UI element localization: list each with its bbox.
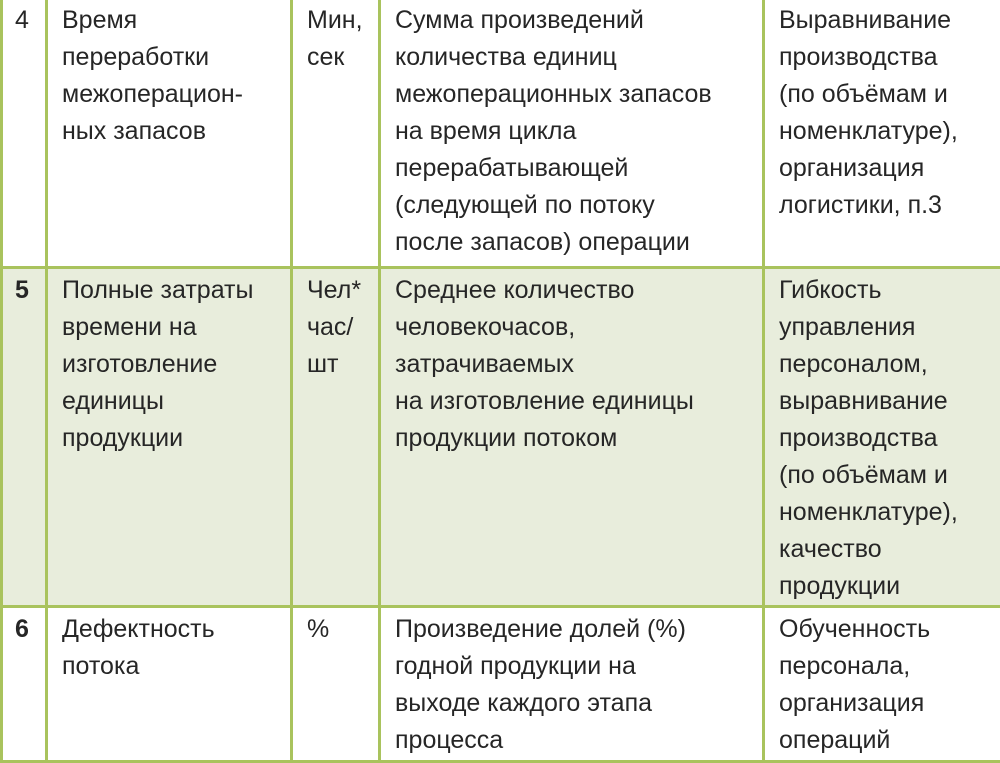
table-row [2, 268, 1000, 607]
influencing-factors: Обученность персонала, организация операций [764, 607, 1000, 762]
unit-of-measure: % [292, 607, 380, 762]
table-row [2, 0, 1000, 268]
calculation-method: Среднее количество человекочасов, затрачиваемых на изготовление единицы продукции потоком [380, 268, 764, 607]
indicator-name: Время переработки межоперацион- ных запасов [47, 0, 292, 268]
unit-of-measure: Мин, сек [292, 0, 380, 268]
row-number: 6 [2, 607, 47, 762]
calculation-method: Сумма произведений количества единиц межоперационных запасов на время цикла перерабатывающей (следующей по потоку после запасов) операции [380, 0, 764, 268]
indicator-name: Дефектность потока [47, 607, 292, 762]
row-number: 5 [2, 268, 47, 607]
influencing-factors: Выравнивание производства (по объёмам и номенклатуре), организация логистики, п.3 [764, 0, 1000, 268]
calculation-method: Произведение долей (%) годной продукции на выходе каждого этапа процесса [380, 607, 764, 762]
influencing-factors: Гибкость управления персоналом, выравнивание производства (по объёмам и номенклатуре), качество продукции [764, 268, 1000, 607]
row-number: 4 [2, 0, 47, 268]
indicator-name: Полные затраты времени на изготовление единицы продукции [47, 268, 292, 607]
table-row [2, 607, 1000, 762]
unit-of-measure: Чел* час/ шт [292, 268, 380, 607]
